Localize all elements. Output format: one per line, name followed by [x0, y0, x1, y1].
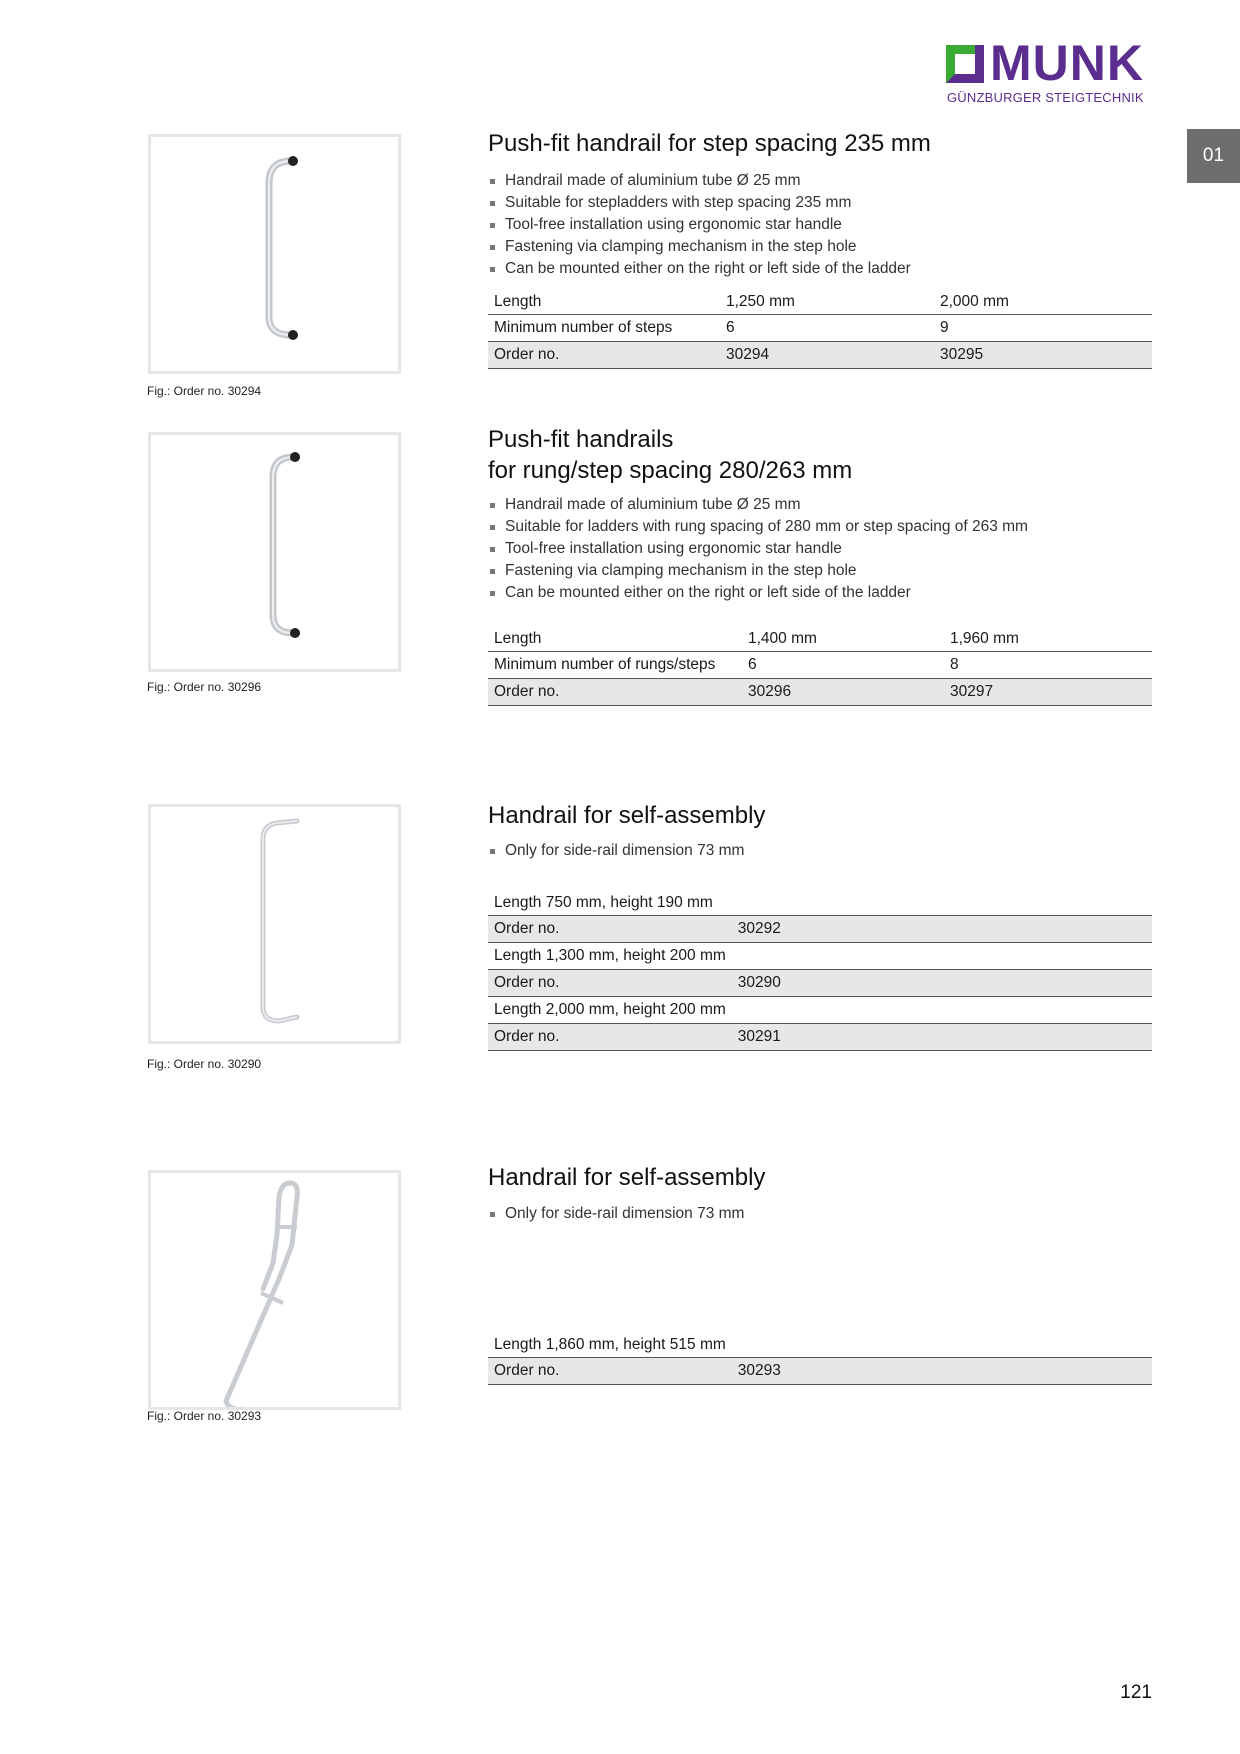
- figure-caption: Fig.: Order no. 30294: [147, 384, 262, 398]
- table-cell: 1,400 mm: [742, 627, 944, 652]
- list-item: Tool-free installation using ergonomic star handle: [488, 214, 911, 236]
- spec-table: [488, 891, 1152, 1051]
- table-cell: 6: [742, 652, 944, 679]
- figure-caption: Fig.: Order no. 30296: [147, 680, 262, 694]
- table-cell: Order no.: [488, 342, 720, 369]
- table-row: [488, 1024, 1152, 1051]
- table-cell: Order no.: [488, 679, 742, 706]
- table-cell: [732, 997, 1152, 1024]
- page-number: 121: [1120, 1682, 1152, 1703]
- list-item: Handrail made of aluminium tube Ø 25 mm: [488, 494, 1028, 516]
- table-cell: Order no.: [488, 916, 732, 943]
- table-cell: Order no.: [488, 1024, 732, 1051]
- figure-caption: Fig.: Order no. 30290: [147, 1057, 262, 1071]
- table-cell: [732, 891, 1152, 916]
- feature-list: [488, 840, 744, 862]
- list-item: Only for side-rail dimension 73 mm: [488, 840, 744, 862]
- table-row: [488, 315, 1152, 342]
- spec-table: [488, 1333, 1152, 1385]
- section-title: Handrail for self-assembly: [488, 802, 766, 829]
- feature-list: [488, 494, 1028, 604]
- table-cell: 30293: [732, 1358, 1152, 1385]
- table-cell: Order no.: [488, 970, 732, 997]
- feature-list: [488, 1203, 744, 1225]
- table-cell: Length: [488, 627, 742, 652]
- feature-list: [488, 170, 911, 280]
- table-cell: [732, 1333, 1152, 1358]
- table-cell: 1,960 mm: [944, 627, 1152, 652]
- section-title: Push-fit handrail for step spacing 235 mm: [488, 130, 931, 157]
- table-cell: 9: [934, 315, 1152, 342]
- list-item: Suitable for stepladders with step spacing 235 mm: [488, 192, 911, 214]
- table-cell: 30295: [934, 342, 1152, 369]
- brand-subtitle: GÜNZBURGER STEIGTECHNIK: [947, 90, 1144, 105]
- table-cell: 2,000 mm: [934, 290, 1152, 315]
- table-cell: Order no.: [488, 1358, 732, 1385]
- table-cell: 8: [944, 652, 1152, 679]
- section-title: for rung/step spacing 280/263 mm: [488, 457, 853, 484]
- table-row: [488, 943, 1152, 970]
- product-image-30296: [148, 432, 401, 672]
- table-cell: 30297: [944, 679, 1152, 706]
- list-item: Handrail made of aluminium tube Ø 25 mm: [488, 170, 911, 192]
- angled-handrail-illustration-icon: [151, 1173, 398, 1407]
- handrail-self-assembly-illustration-icon: [151, 807, 398, 1041]
- spec-table: [488, 627, 1152, 706]
- brand-name: MUNK: [990, 35, 1144, 91]
- table-cell: Minimum number of steps: [488, 315, 720, 342]
- table-row: [488, 679, 1152, 706]
- chapter-tab: 01: [1187, 129, 1240, 183]
- table-cell: Length 1,300 mm, height 200 mm: [488, 943, 732, 970]
- list-item: Can be mounted either on the right or left side of the ladder: [488, 258, 911, 280]
- product-image-30293: [148, 1170, 401, 1410]
- list-item: Only for side-rail dimension 73 mm: [488, 1203, 744, 1225]
- table-row: [488, 627, 1152, 652]
- push-fit-handrail-illustration-icon: [151, 137, 398, 371]
- section-title: Push-fit handrails: [488, 426, 674, 453]
- spec-table: [488, 290, 1152, 369]
- table-row: [488, 342, 1152, 369]
- list-item: Tool-free installation using ergonomic star handle: [488, 538, 1028, 560]
- figure-caption: Fig.: Order no. 30293: [147, 1409, 262, 1423]
- section-title: Handrail for self-assembly: [488, 1164, 766, 1191]
- table-cell: Length 1,860 mm, height 515 mm: [488, 1333, 732, 1358]
- table-cell: 6: [720, 315, 934, 342]
- table-row: [488, 997, 1152, 1024]
- table-row: [488, 652, 1152, 679]
- list-item: Can be mounted either on the right or left side of the ladder: [488, 582, 1028, 604]
- push-fit-handrail-illustration-icon: [151, 435, 398, 669]
- table-row: [488, 891, 1152, 916]
- list-item: Fastening via clamping mechanism in the step hole: [488, 236, 911, 258]
- table-row: [488, 970, 1152, 997]
- table-cell: Minimum number of rungs/steps: [488, 652, 742, 679]
- table-row: [488, 1358, 1152, 1385]
- table-cell: 30291: [732, 1024, 1152, 1051]
- table-cell: Length 2,000 mm, height 200 mm: [488, 997, 732, 1024]
- table-row: [488, 290, 1152, 315]
- table-cell: 1,250 mm: [720, 290, 934, 315]
- product-image-30294: [148, 134, 401, 374]
- table-cell: Length 750 mm, height 190 mm: [488, 891, 732, 916]
- munk-logo: [946, 35, 1152, 108]
- table-cell: Length: [488, 290, 720, 315]
- table-cell: [732, 943, 1152, 970]
- list-item: Suitable for ladders with rung spacing of 280 mm or step spacing of 263 mm: [488, 516, 1028, 538]
- munk-logo-mark-icon: [946, 45, 984, 83]
- list-item: Fastening via clamping mechanism in the step hole: [488, 560, 1028, 582]
- product-image-30290: [148, 804, 401, 1044]
- table-cell: 30290: [732, 970, 1152, 997]
- table-cell: 30292: [732, 916, 1152, 943]
- table-cell: 30294: [720, 342, 934, 369]
- table-cell: 30296: [742, 679, 944, 706]
- table-row: [488, 1333, 1152, 1358]
- table-row: [488, 916, 1152, 943]
